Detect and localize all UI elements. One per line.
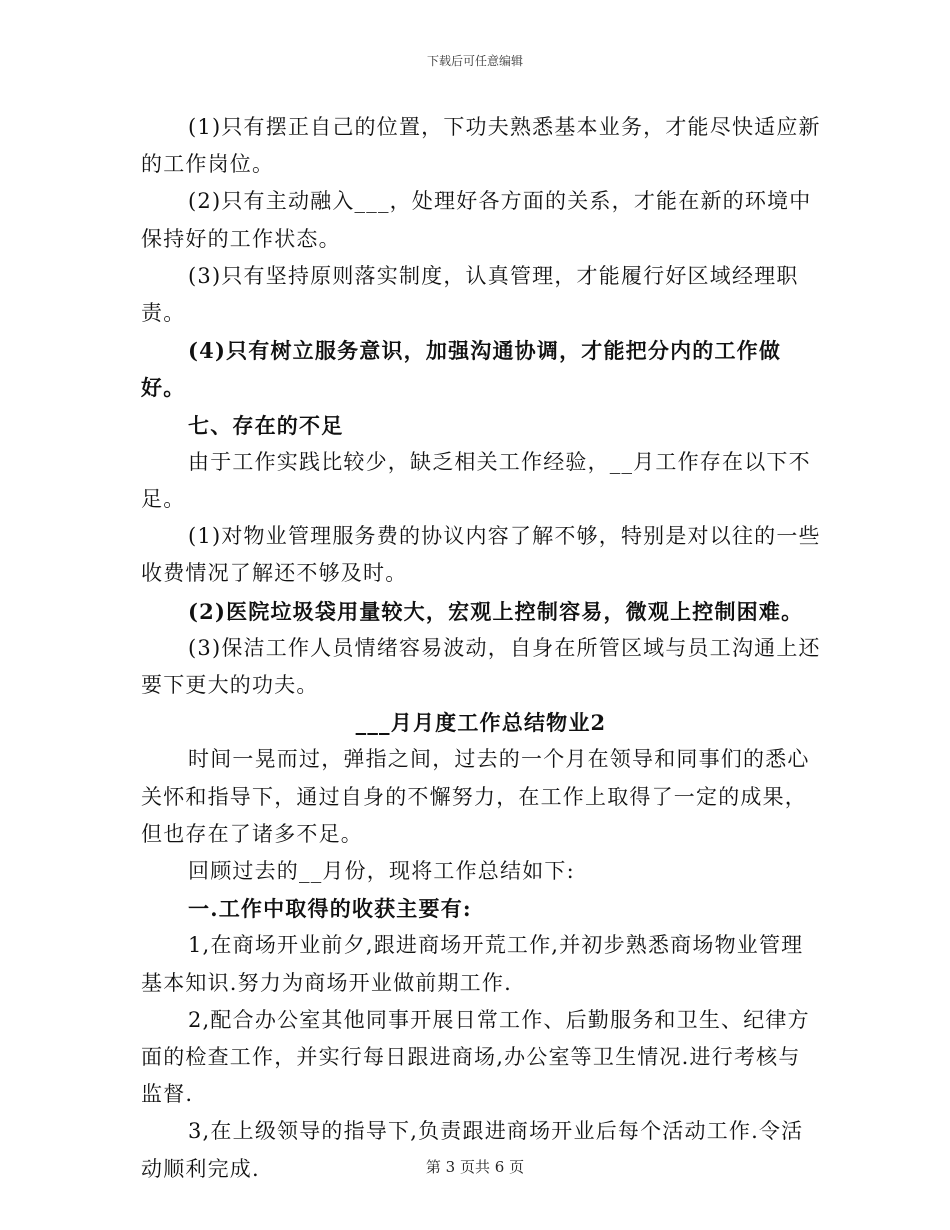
page-header: 下载后可任意编辑 [426,54,523,68]
paragraph: 由于工作实践比较少，缺乏相关工作经验，__月工作存在以下不足。 [141,449,811,512]
paragraph: 1,在商场开业前夕,跟进商场开荒工作,并初步熟悉商场物业管理基本知识.努力为商场开业做前期工作. [141,933,804,995]
section-heading: 一.工作中取得的收获主要有: [188,896,472,922]
paragraph: 回顾过去的__月份，现将工作总结如下: [188,859,575,884]
paragraph: 3,在上级领导的指导下,负责跟进商场开业后每个活动工作.令活动顺利完成. [141,1119,804,1181]
document-body [141,109,821,1188]
page-footer: 第 3 页共 6 页 [425,1158,525,1176]
paragraph: 2,配合办公室其他同事开展日常工作、后勤服务和卫生、纪律方面的检查工作，并实行每日跟进商场,办公室等卫生情况.进行考核与监督. [141,1007,810,1107]
paragraph: (1)对物业管理服务费的协议内容了解不够，特别是对以往的一些收费情况了解还不够及时。 [141,524,821,586]
paragraph: 时间一晃而过，弹指之间，过去的一个月在领导和同事们的悉心关怀和指导下，通过自身的不懈努力，在工作上取得了一定的成果，但也存在了诸多不足。 [141,747,810,846]
paragraph: (4)只有树立服务意识，加强沟通协调，才能把分内的工作做好。 [141,338,782,401]
section-heading: 七、存在的不足 [188,412,344,438]
paragraph: (3)只有坚持原则落实制度，认真管理，才能履行好区域经理职责。 [141,263,799,326]
paragraph: (2)医院垃圾袋用量较大，宏观上控制容易，微观上控制困难。 [188,598,804,624]
document-title: ___月月度工作总结物业2 [355,710,607,736]
paragraph: (1)只有摆正自己的位置，下功夫熟悉基本业务，才能尽快适应新的工作岗位。 [141,115,821,177]
paragraph: (2)只有主动融入___，处理好各方面的关系，才能在新的环境中保持好的工作状态。 [141,189,812,251]
paragraph: (3)保洁工作人员情绪容易波动，自身在所管区域与员工沟通上还要下更大的功夫。 [141,635,821,698]
